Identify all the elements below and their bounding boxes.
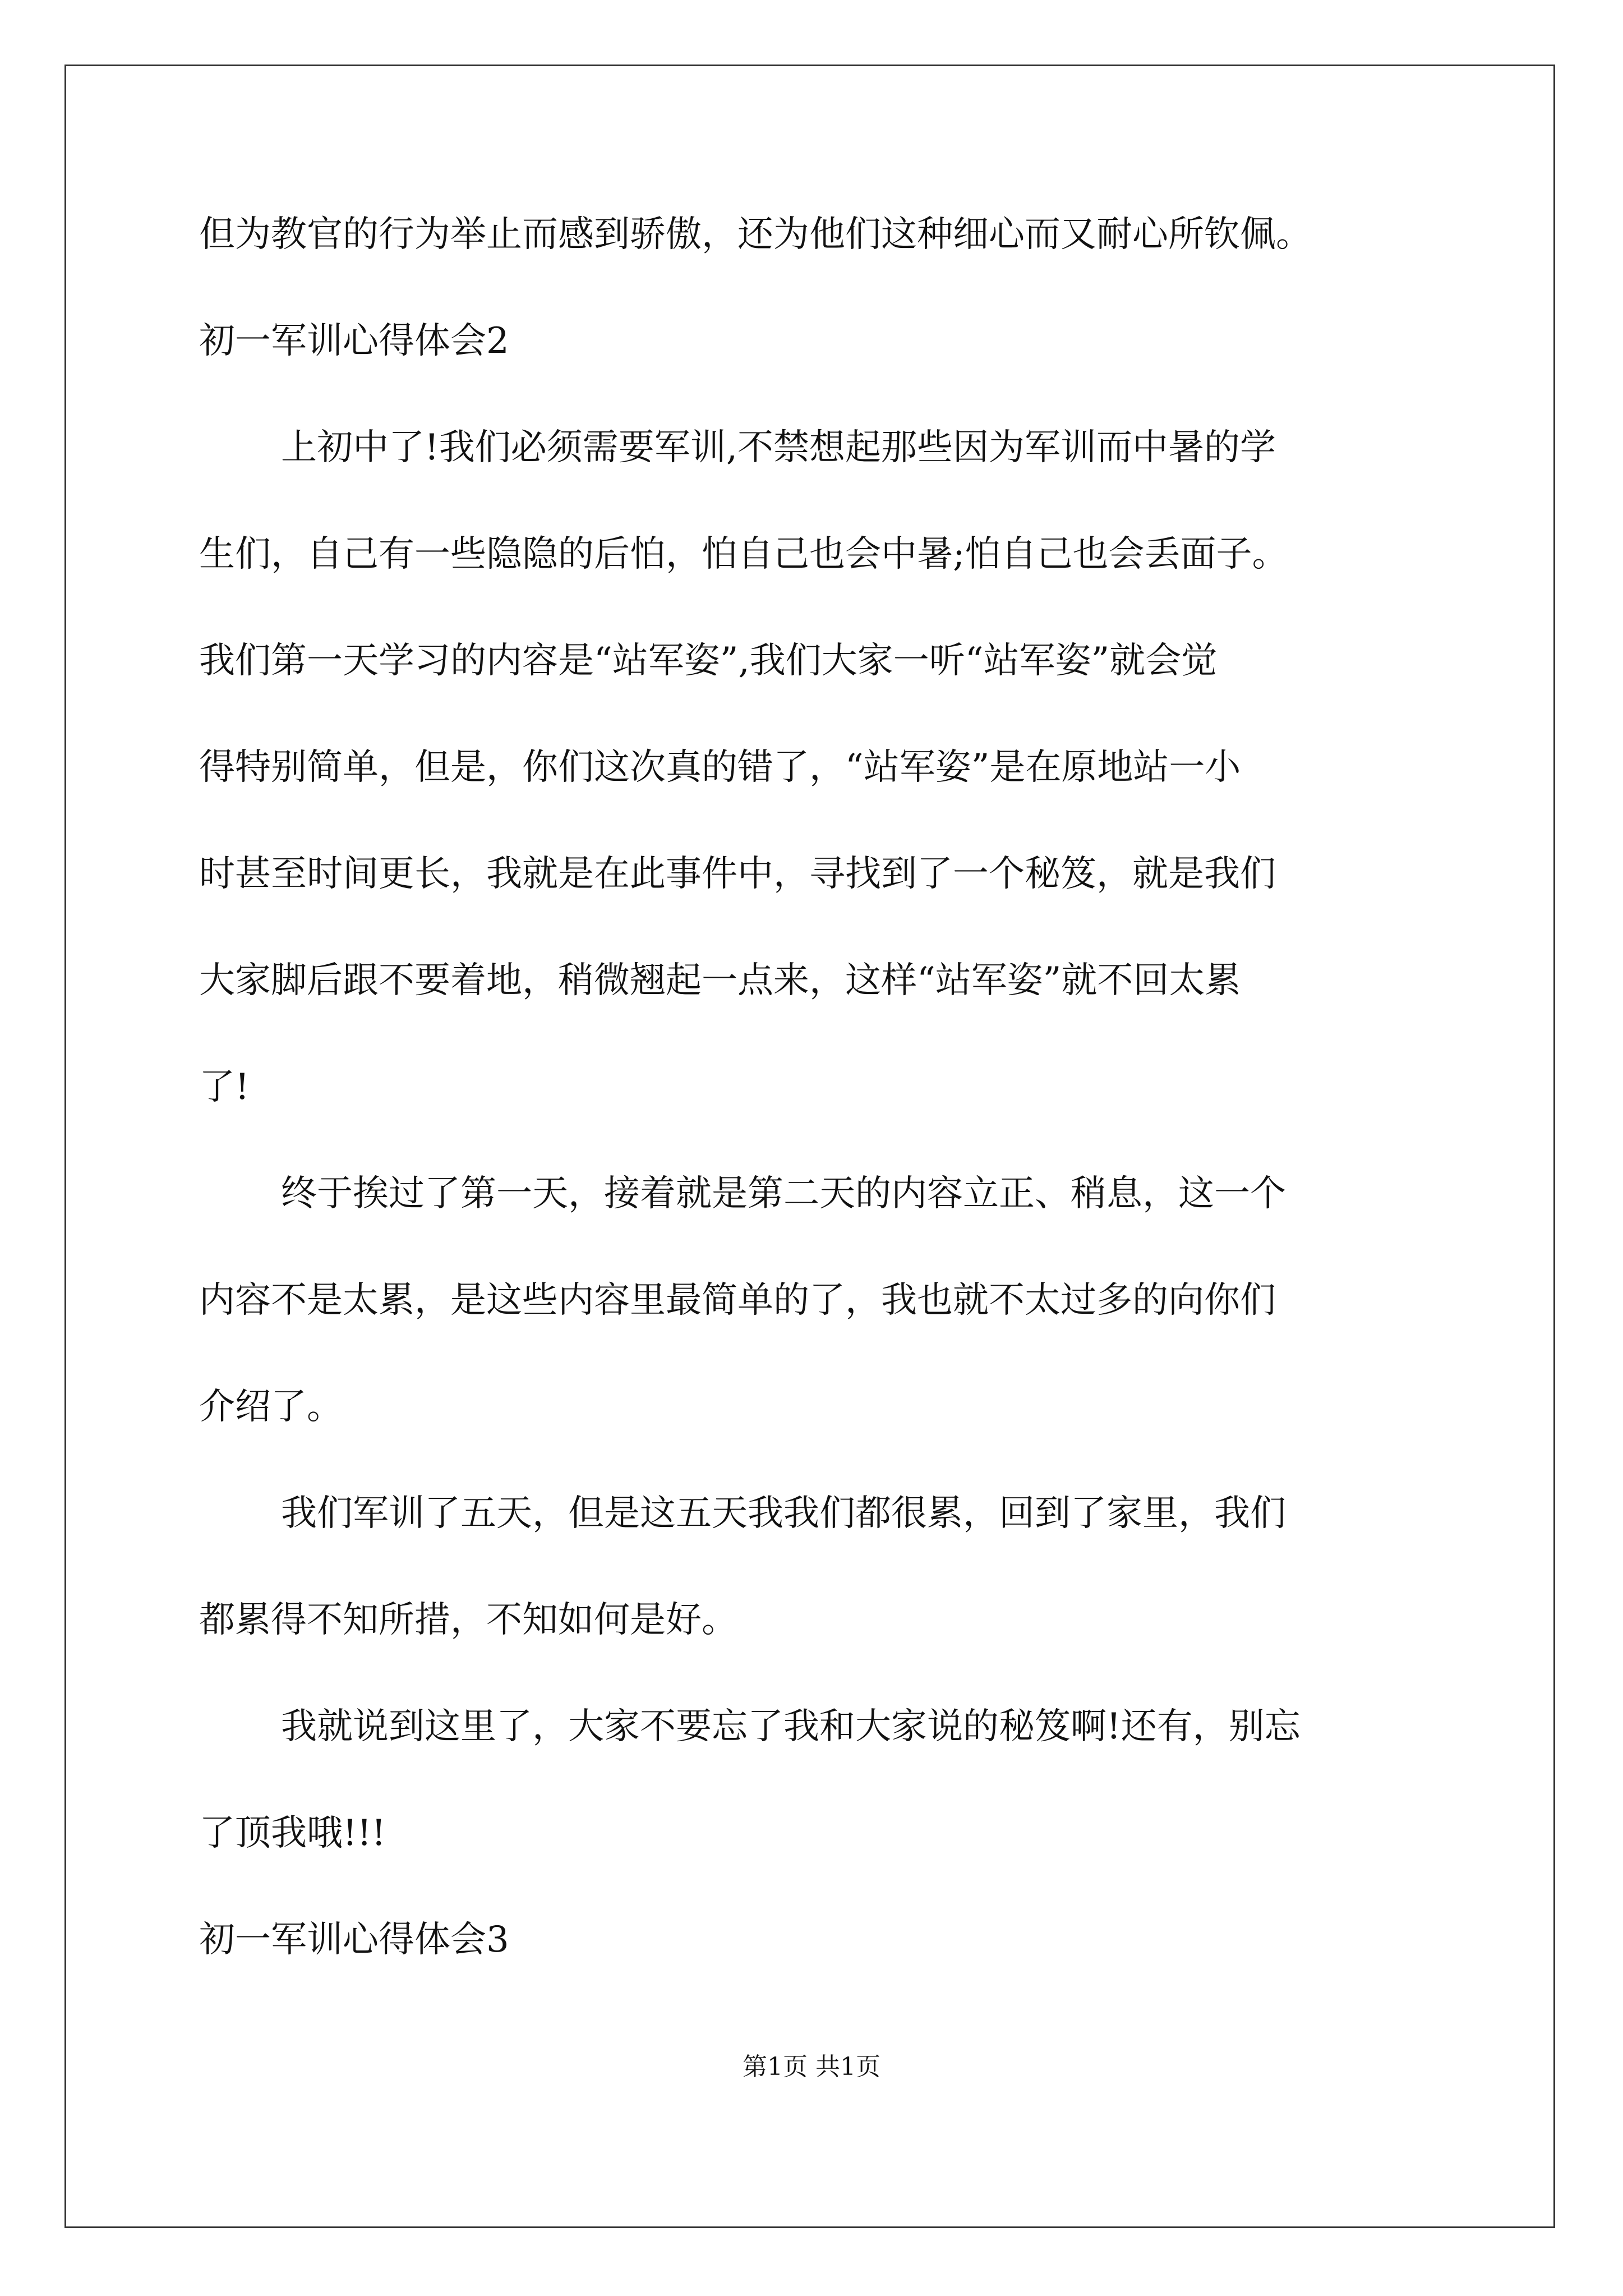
page-footer: 第1页 共1页 <box>743 2053 880 2081</box>
paragraph-line: 了! <box>199 1066 250 1108</box>
section-heading: 初一军训心得体会3 <box>199 1919 509 1961</box>
paragraph-line: 我就说到这里了，大家不要忘了我和大家说的秘笈啊!还有，别忘 <box>281 1706 1301 1747</box>
section-heading: 初一军训心得体会2 <box>199 320 509 362</box>
paragraph-line: 大家脚后跟不要着地，稍微翘起一点来，这样“站军姿”就不回太累 <box>199 960 1241 1001</box>
paragraph-line: 但为教官的行为举止而感到骄傲，还为他们这种细心而又耐心所钦佩。 <box>199 214 1312 255</box>
paragraph-line: 上初中了!我们必须需要军训,不禁想起那些因为军训而中暑的学 <box>281 427 1276 468</box>
paragraph-line: 内容不是太累，是这些内容里最简单的了，我也就不太过多的向你们 <box>199 1280 1276 1321</box>
paragraph-line: 终于挨过了第一天，接着就是第二天的内容立正、稍息，这一个 <box>281 1173 1286 1214</box>
paragraph-line: 得特别简单，但是，你们这次真的错了，“站军姿”是在原地站一小 <box>199 747 1241 788</box>
paragraph-line: 时甚至时间更长，我就是在此事件中，寻找到了一个秘笈，就是我们 <box>199 853 1276 895</box>
paragraph-line: 了顶我哦!!! <box>199 1812 386 1854</box>
paragraph-line: 介绍了。 <box>199 1386 343 1428</box>
paragraph-line: 我们第一天学习的内容是“站军姿”,我们大家一听“站军姿”就会觉 <box>199 640 1218 682</box>
paragraph-line: 我们军训了五天，但是这五天我我们都很累，回到了家里，我们 <box>281 1493 1286 1534</box>
page-border <box>64 65 1555 2228</box>
paragraph-line: 生们，自己有一些隐隐的后怕，怕自己也会中暑;怕自己也会丢面子。 <box>199 533 1288 575</box>
paragraph-line: 都累得不知所措，不知如何是好。 <box>199 1599 737 1641</box>
